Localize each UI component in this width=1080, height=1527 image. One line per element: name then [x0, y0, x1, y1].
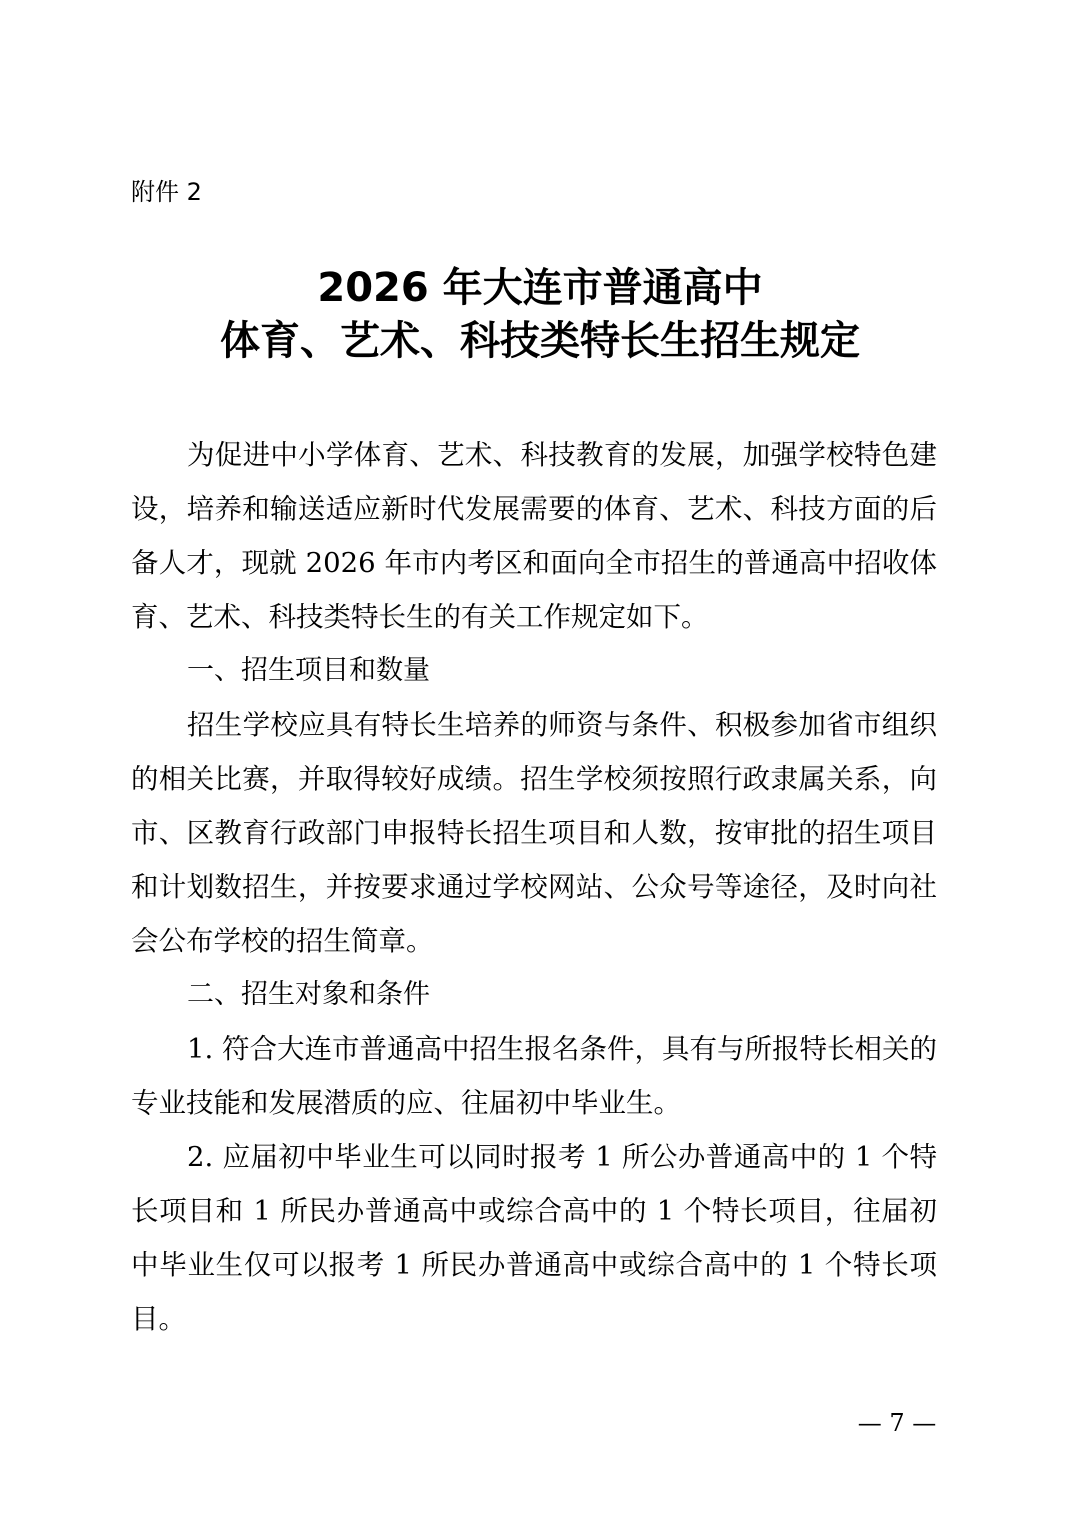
section-heading-eligibility: 二、招生对象和条件 — [187, 979, 430, 1010]
document-body — [131, 428, 937, 1346]
document-title-line-2: 体育、艺术、科技类特长生招生规定 — [220, 318, 860, 364]
section-heading-recruitment-items: 一、招生项目和数量 — [187, 655, 430, 686]
document-title-line-1: 2026 年大连市普通高中 — [317, 265, 763, 311]
intro-paragraph: 为促进中小学体育、艺术、科技教育的发展，加强学校特色建设，培养和输送适应新时代发展需要的体育、艺术、科技方面的后备人才，现就 2026 年市内考区和面向全市招生的普通高中招收体育、艺术、科技类特长生的有关工作规定如下。 — [131, 439, 937, 633]
section-paragraph: 招生学校应具有特长生培养的师资与条件、积极参加省市组织的相关比赛，并取得较好成绩。招生学校须按照行政隶属关系，向市、区教育行政部门申报特长招生项目和人数，按审批的招生项目和计划数招生，并按要求通过学校网站、公众号等途径，及时向社会公布学校的招生简章。 — [131, 709, 937, 957]
section-paragraph: 2. 应届初中毕业生可以同时报考 1 所公办普通高中的 1 个特长项目和 1 所民办普通高中或综合高中的 1 个特长项目，往届初中毕业生仅可以报考 1 所民办普通高中或综合高中的 1 个特长项目。 — [131, 1141, 937, 1335]
section-paragraph: 1. 符合大连市普通高中招生报名条件，具有与所报特长相关的专业技能和发展潜质的应、往届初中毕业生。 — [131, 1033, 937, 1119]
attachment-label: 附件 2 — [131, 178, 202, 206]
page-number: — 7 — — [857, 1409, 937, 1437]
